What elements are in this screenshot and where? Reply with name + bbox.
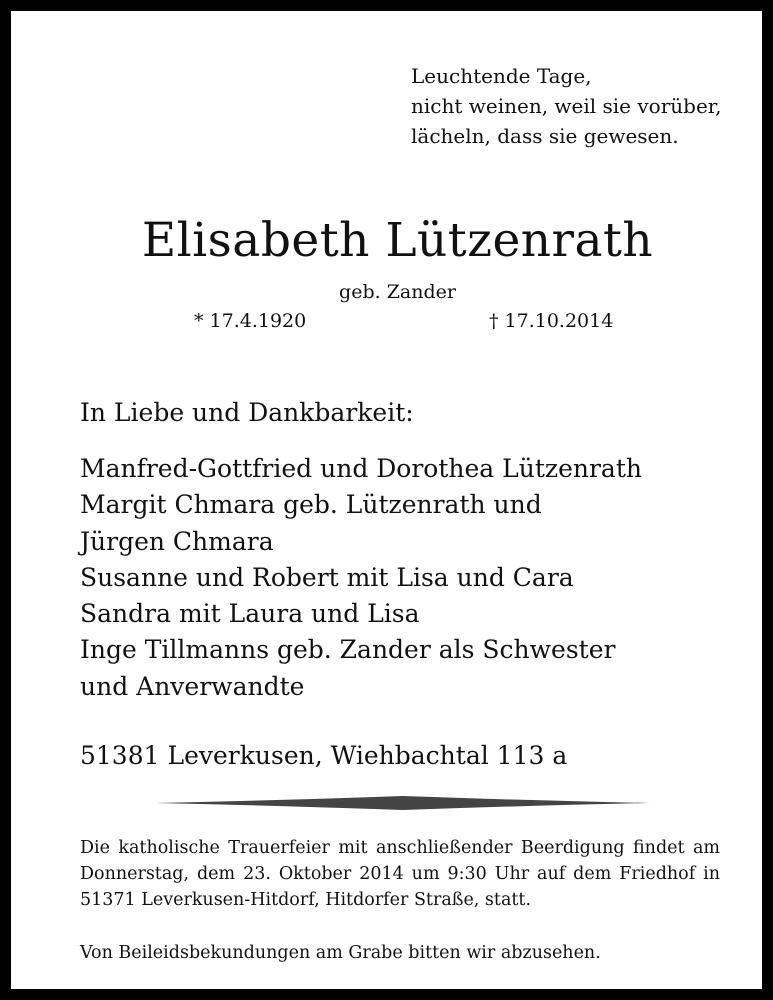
maiden-name: geb. Zander — [339, 281, 456, 303]
mourners-list — [80, 451, 642, 705]
deceased-name: Elisabeth Lützenrath — [141, 213, 654, 268]
funeral-notice: Die katholische Trauerfeier mit anschließender Beerdigung findet am Donnerstag, dem 23. Oktober 2014 um 9:30 Uhr auf dem Friedhof in 51371 Leverkusen-Hitdorf, Hitdorfer Straße, statt. — [80, 838, 720, 910]
birth-date: * 17.4.1920 — [194, 310, 307, 332]
poem-line: lächeln, dass sie gewesen. — [411, 124, 679, 148]
death-date: † 17.10.2014 — [489, 310, 614, 332]
poem-line: Leuchtende Tage, — [411, 64, 592, 88]
decorative-divider — [156, 794, 650, 812]
poem-line: nicht weinen, weil sie vorüber, — [411, 94, 722, 118]
mourner-line: Susanne und Robert mit Lisa und Cara — [80, 562, 574, 592]
mourner-line: Margit Chmara geb. Lützenrath und — [80, 490, 542, 520]
mourner-line: Jürgen Chmara — [80, 526, 274, 556]
mourner-line: Sandra mit Laura und Lisa — [80, 599, 420, 629]
poem — [411, 61, 722, 151]
mourner-line: Inge Tillmanns geb. Zander als Schwester — [80, 635, 616, 665]
mourner-line: Manfred-Gottfried und Dorothea Lützenrath — [80, 454, 642, 483]
condolence-note: Von Beileidsbekundungen am Grabe bitten wir abzusehen. — [80, 943, 601, 963]
mourner-line: und Anverwandte — [80, 671, 305, 701]
divider-stroke — [156, 796, 650, 810]
family-address: 51381 Leverkusen, Wiehbachtal 113 a — [80, 741, 568, 770]
dedication-line: In Liebe und Dankbarkeit: — [80, 398, 414, 427]
